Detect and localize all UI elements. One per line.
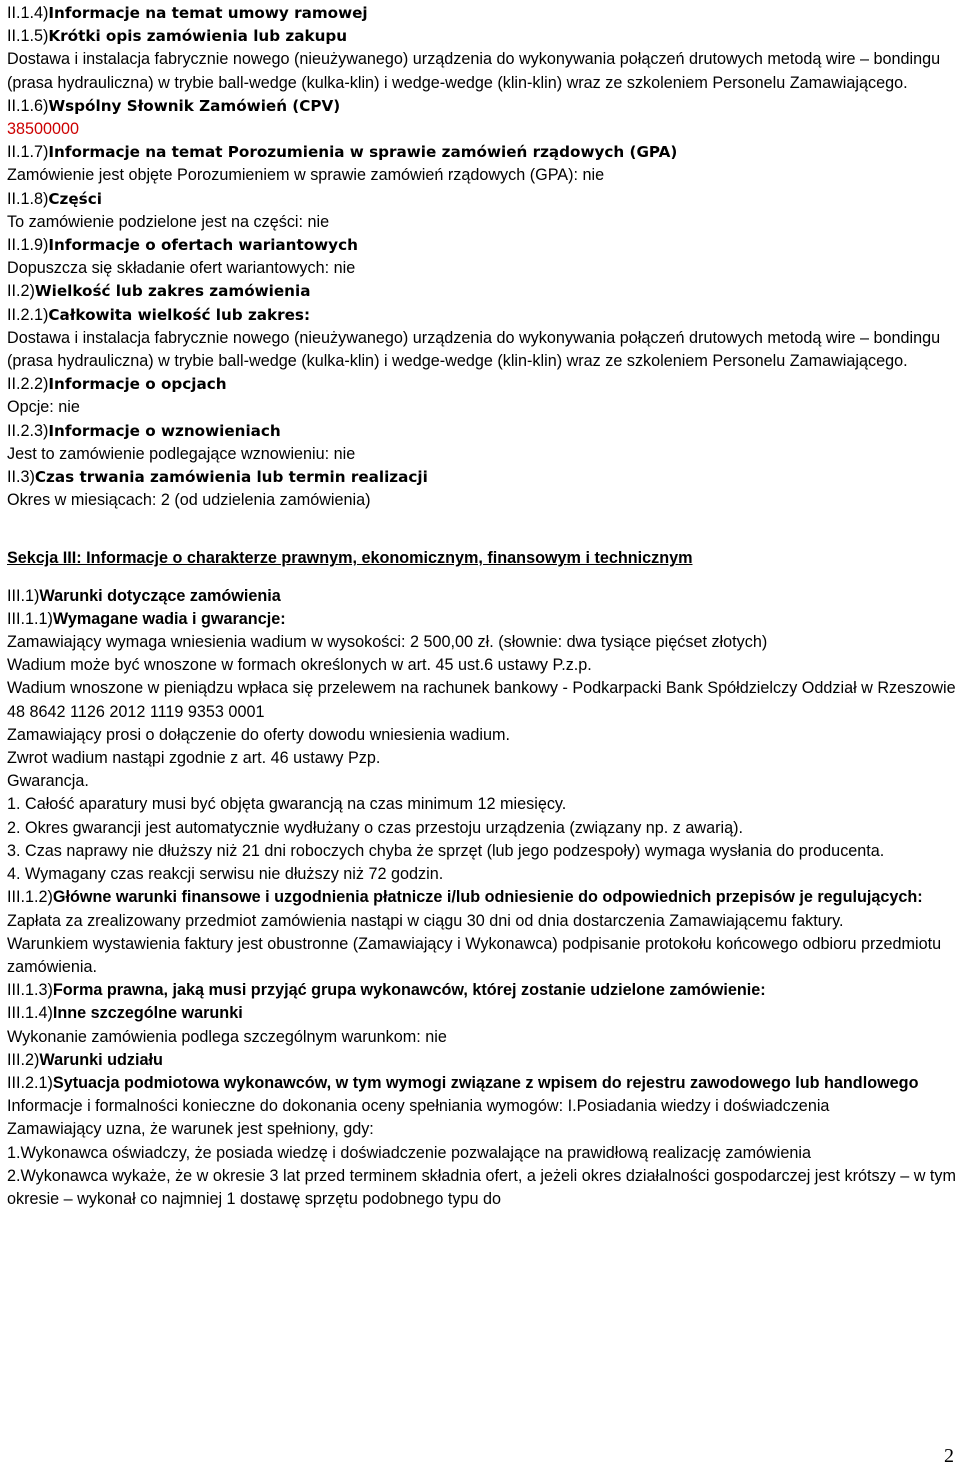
heading-line <box>7 1002 957 1025</box>
body-text: Zamawiający uzna, że warunek jest spełniony, gdy: <box>7 1120 374 1139</box>
body-text: Zamawiający prosi o dołączenie do oferty dowodu wniesienia wadium. <box>7 725 510 744</box>
heading-number: II.1.4) <box>7 4 49 22</box>
heading-title: Czas trwania zamówienia lub termin realizacji <box>34 468 428 487</box>
body-text: Zwrot wadium nastąpi zgodnie z art. 46 ustawy Pzp. <box>7 749 381 768</box>
heading-line <box>7 886 957 909</box>
heading-number: II.2.1) <box>7 305 49 324</box>
body-text: Dopuszcza się składanie ofert wariantowych: nie <box>7 259 356 278</box>
body-text: Zamawiający wymaga wniesienia wadium w wysokości: 2 500,00 zł. (słownie: dwa tysiące pięćset złotych) <box>7 633 768 652</box>
heading-line <box>7 304 957 327</box>
document-body <box>7 2 957 1211</box>
body-text: 3. Czas naprawy nie dłuższy niż 21 dni roboczych chyba że sprzęt (lub jego podzespoły) wymaga wysłania do producenta. <box>7 841 885 860</box>
heading-line <box>7 979 957 1002</box>
heading-title: Forma prawna, jaką musi przyjąć grupa wykonawców, której zostanie udzielone zamówienie: <box>52 981 766 1000</box>
body-text: 2. Okres gwarancji jest automatycznie wydłużany o czas przestoju urządzenia (związany np. z awarią). <box>7 818 743 837</box>
body-text: Okres w miesiącach: 2 (od udzielenia zamówienia) <box>7 491 371 510</box>
body-text: Opcje: nie <box>7 398 80 417</box>
heading-number: III.1.4) <box>7 1004 53 1023</box>
body-text: Wadium może być wnoszone w formach określonych w art. 45 ust.6 ustawy P.z.p. <box>7 656 592 675</box>
heading-number: II.1.5) <box>7 27 49 46</box>
section-2-content <box>7 2 957 512</box>
heading-line <box>7 25 957 48</box>
heading-title: Całkowita wielkość lub zakres: <box>48 305 311 324</box>
heading-title: Główne warunki finansowe i uzgodnienia płatnicze i/lub odniesienie do odpowiednich przepisów je regulujących: <box>52 888 923 907</box>
heading-number: II.2) <box>7 282 35 301</box>
body-text: Wadium wnoszone w pieniądzu wpłaca się przelewem na rachunek bankowy - Podkarpacki Bank Spółdzielczy Oddział w Rzeszowie 48 8642 1126 2012 1119 9353 0001 <box>7 679 956 721</box>
body-text: 2.Wykonawca wykaże, że w okresie 3 lat przed terminem składnia ofert, a jeżeli okres działalności gospodarczej jest krótszy – w tym okresie – wykonał co najmniej 1 dostawę sprzętu podobnego typu do <box>7 1166 957 1208</box>
body-text: Wykonanie zamówienia podlega szczególnym warunkom: nie <box>7 1027 447 1046</box>
body-text: To zamówienie podzielone jest na części: nie <box>7 212 330 231</box>
heading-line <box>7 280 957 303</box>
heading-number: III.1) <box>7 586 40 605</box>
heading-title: Wymagane wadia i gwarancje: <box>52 609 286 628</box>
body-text: Dostawa i instalacja fabrycznie nowego (nieużywanego) urządzenia do wykonywania połączeń drutowych metodą wire – bondingu (prasa hydrauliczna) w trybie ball-wedge (kulka-klin) i wedge-wedge (klin-klin) wraz ze szkoleniem Personelu Zamawiającego. <box>7 328 941 371</box>
heading-line <box>7 420 957 443</box>
body-text: Zamówienie jest objęte Porozumieniem w sprawie zamówień rządowych (GPA): nie <box>7 166 605 185</box>
heading-title: Warunki dotyczące zamówienia <box>39 586 281 605</box>
heading-line <box>7 608 957 631</box>
body-text: 1. Całość aparatury musi być objęta gwarancją na czas minimum 12 miesięcy. <box>7 795 567 814</box>
body-text: 4. Wymagany czas reakcji serwisu nie dłuższy niż 72 godzin. <box>7 865 444 884</box>
body-text: 1.Wykonawca oświadczy, że posiada wiedzę i doświadczenie pozwalające na prawidłową realizację zamówienia <box>7 1143 811 1162</box>
page-number: 2 <box>944 1445 954 1467</box>
section-3-content <box>7 585 957 1211</box>
heading-number: III.2.1) <box>7 1073 53 1092</box>
heading-line <box>7 466 957 489</box>
heading-number: III.2) <box>7 1050 40 1069</box>
heading-number: II.1.7) <box>7 143 49 162</box>
heading-line <box>7 585 957 608</box>
heading-title: Informacje o wznowieniach <box>48 421 281 440</box>
cpv-code: 38500000 <box>7 120 80 139</box>
heading-line <box>7 234 957 257</box>
heading-gap <box>7 571 957 585</box>
heading-line <box>7 188 957 211</box>
body-text: Informacje i formalności konieczne do dokonania oceny spełniania wymogów: I.Posiadania wiedzy i doświadczenia <box>7 1097 830 1116</box>
heading-number: II.2.2) <box>7 375 49 394</box>
section-3-heading: Sekcja III: Informacje o charakterze prawnym, ekonomicznym, finansowym i technicznym <box>7 549 693 568</box>
heading-title: Informacje o ofertach wariantowych <box>48 236 358 255</box>
body-text: Dostawa i instalacja fabrycznie nowego (nieużywanego) urządzenia do wykonywania połączeń drutowych metodą wire – bondingu (prasa hydrauliczna) w trybie ball-wedge (kulka-klin) i wedge-wedge (klin-klin) wraz ze szkoleniem Personelu Zamawiającego. <box>7 50 941 92</box>
heading-number: II.1.6) <box>7 96 49 115</box>
heading-number: II.1.8) <box>7 189 49 208</box>
heading-number: III.1.3) <box>7 981 53 1000</box>
heading-title: Warunki udziału <box>39 1050 163 1069</box>
heading-title: Informacje na temat Porozumienia w sprawie zamówień rządowych (GPA) <box>48 143 678 162</box>
heading-number: II.3) <box>7 468 35 487</box>
heading-title: Części <box>48 189 102 208</box>
heading-title: Krótki opis zamówienia lub zakupu <box>48 27 348 46</box>
body-text: Zapłata za zrealizowany przedmiot zamówienia nastąpi w ciągu 30 dni od dnia dostarczenia Zamawiającemu faktury. <box>7 911 844 930</box>
heading-line <box>7 1049 957 1072</box>
heading-title: Wielkość lub zakres zamówienia <box>34 282 311 301</box>
heading-line <box>7 141 957 164</box>
heading-line <box>7 1072 957 1095</box>
heading-line <box>7 373 957 396</box>
heading-number: II.2.3) <box>7 421 49 440</box>
heading-title: Sytuacja podmiotowa wykonawców, w tym wymogi związane z wpisem do rejestru zawodowego lub handlowego <box>52 1073 919 1092</box>
heading-number: II.1.9) <box>7 236 49 255</box>
heading-line <box>7 95 957 118</box>
heading-number: III.1.1) <box>7 609 53 628</box>
body-text: Warunkiem wystawienia faktury jest obustronne (Zamawiający i Wykonawca) podpisanie protokołu końcowego odbioru przedmiotu zamówienia. <box>7 934 942 976</box>
section-gap <box>7 512 957 547</box>
heading-line <box>7 2 957 25</box>
body-text: Jest to zamówienie podlegające wznowieniu: nie <box>7 444 356 463</box>
heading-number: III.1.2) <box>7 888 53 907</box>
heading-title: Wspólny Słownik Zamówień (CPV) <box>48 96 341 115</box>
heading-title: Informacje na temat umowy ramowej <box>48 4 368 22</box>
heading-title: Inne szczególne warunki <box>52 1004 243 1023</box>
heading-title: Informacje o opcjach <box>48 375 227 394</box>
body-text: Gwarancja. <box>7 772 89 791</box>
